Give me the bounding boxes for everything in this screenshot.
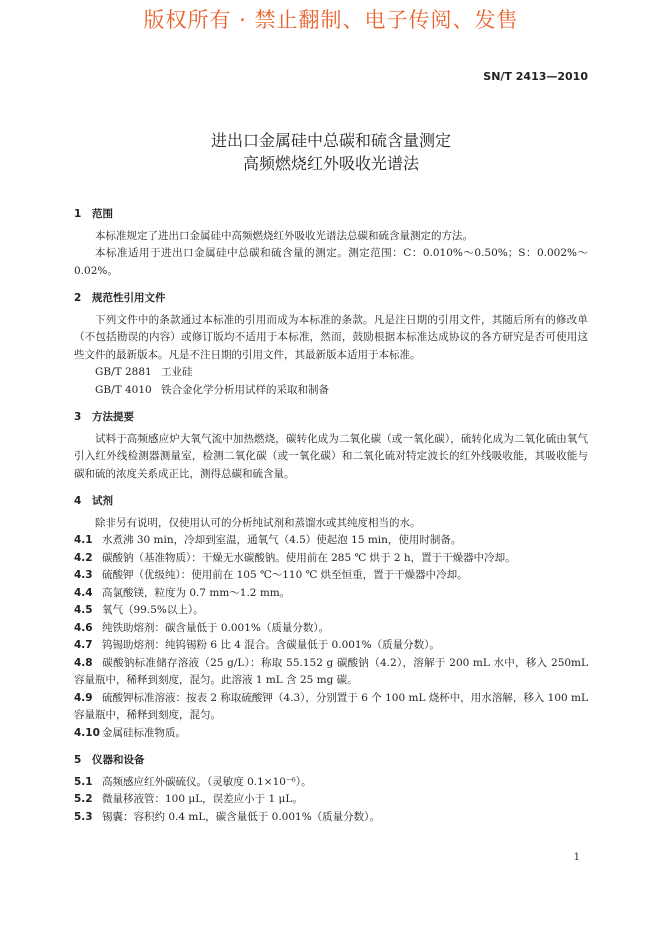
reference-item bbox=[74, 364, 588, 382]
reagent-item bbox=[74, 620, 588, 638]
section-title: 规范性引用文件 bbox=[92, 292, 166, 304]
item-text: 水煮沸 30 min，冷却到室温，通氧气（4.5）使起泡 15 min，使用时制备。 bbox=[102, 534, 462, 546]
item-text: 高频感应红外碳硫仪。（灵敏度 0.1×10⁻⁶）。 bbox=[102, 775, 312, 788]
item-text: 纯铁助熔剂：碳含量低于 0.001%（质量分数）。 bbox=[102, 621, 330, 634]
item-text: 碳酸钠标准储存溶液（25 g/L）：称取 55.152 g 碳酸钠（4.2），溶解于 200 mL 水中，移入 250mL 容量瓶中，稀释到刻度，混匀。此溶液 1 mL 含 25 mg 碳。 bbox=[74, 656, 588, 686]
reference-title: 铁合金化学分析用试样的采取和制备 bbox=[161, 383, 329, 396]
item-text: 氧气（99.5%以上）。 bbox=[102, 604, 204, 616]
item-text: 钨锡助熔剂：纯钨锡粉 6 比 4 混合。含碳量低于 0.001%（质量分数）。 bbox=[102, 639, 440, 651]
document-body bbox=[74, 206, 588, 826]
section-number: 5 bbox=[74, 754, 82, 766]
reference-title: 工业硅 bbox=[161, 366, 193, 378]
reagent-item bbox=[74, 602, 588, 620]
item-number: 4.10 bbox=[74, 726, 100, 739]
item-number: 4.4 bbox=[74, 586, 93, 599]
item-text: 硫酸钾（优级纯）：使用前在 105 ℃～110 ℃ 烘至恒重，置于干燥器中冷却。 bbox=[102, 569, 468, 581]
item-text: 碳酸钠（基准物质）：干燥无水碳酸钠。使用前在 285 ℃ 烘于 2 h，置于干燥器中冷却。 bbox=[102, 551, 516, 564]
equipment-item bbox=[74, 774, 588, 792]
page-number: 1 bbox=[573, 852, 580, 863]
item-number: 4.7 bbox=[74, 639, 93, 651]
reagent-item bbox=[74, 725, 588, 743]
section-1-paragraph-2: 本标准适用于进出口金属硅中总碳和硫含量的测定。测定范围：C：0.010%～0.50%；S：0.002%～0.02%。 bbox=[74, 247, 588, 277]
item-number: 5.2 bbox=[74, 793, 93, 805]
section-title: 方法提要 bbox=[92, 411, 134, 423]
reagent-item bbox=[74, 550, 588, 568]
item-number: 4.8 bbox=[74, 656, 93, 669]
standard-code: SN/T 2413—2010 bbox=[483, 70, 588, 83]
item-number: 4.3 bbox=[74, 569, 93, 581]
item-text: 锡囊：容积约 0.4 mL，碳含量低于 0.001%（质量分数）。 bbox=[102, 810, 380, 823]
section-number: 1 bbox=[74, 208, 82, 220]
copyright-banner: 版权所有 · 禁止翻制、电子传阅、发售 bbox=[143, 8, 519, 32]
reagent-item bbox=[74, 532, 588, 550]
reference-item bbox=[74, 382, 588, 400]
section-number: 4 bbox=[74, 495, 82, 507]
section-2-paragraph: 下列文件中的条款通过本标准的引用而成为本标准的条款。凡是注日期的引用文件，其随后所有的修改单（不包括勘误的内容）或修订版均不适用于本标准，然而，鼓励根据本标准达成协议的各方研究是否可使用这些文件的最新版本。凡是不注日期的引用文件，其最新版本适用于本标准。 bbox=[74, 313, 588, 361]
section-2-heading bbox=[74, 290, 588, 308]
reference-code: GB/T 2881 bbox=[95, 366, 152, 378]
item-number: 4.6 bbox=[74, 621, 93, 634]
section-number: 2 bbox=[74, 292, 82, 304]
section-title: 试剂 bbox=[92, 495, 113, 507]
section-3-paragraph: 试料于高频感应炉大氧气流中加热燃烧，碳转化成为二氧化碳（或一氧化碳），硫转化成为二氧化硫由氧气引入红外线检测器测量室，检测二氧化碳（或一氧化碳）和二氧化硫对特定波长的红外线吸收能，其吸收能与碳和硫的浓度关系成正比，测得总碳和硫含量。 bbox=[74, 432, 588, 480]
document-title-line1: 进出口金属硅中总碳和硫含量测定 bbox=[210, 131, 451, 150]
item-number: 5.3 bbox=[74, 810, 93, 823]
item-number: 4.5 bbox=[74, 604, 93, 616]
document-title-line2: 高频燃烧红外吸收光谱法 bbox=[242, 154, 419, 173]
section-1-paragraph-1: 本标准规定了进出口金属硅中高频燃烧红外吸收光谱法总碳和硫含量测定的方法。 bbox=[95, 229, 473, 242]
section-4-heading bbox=[74, 493, 588, 511]
reagent-item bbox=[74, 585, 588, 603]
item-text: 硫酸钾标准溶液：按表 2 称取硫酸钾（4.3），分别置于 6 个 100 mL 烧杯中，用水溶解，移入 100 mL 容量瓶中，稀释到刻度，混匀。 bbox=[74, 691, 588, 721]
item-number: 4.1 bbox=[74, 534, 93, 546]
section-5-heading bbox=[74, 752, 588, 770]
section-title: 范围 bbox=[92, 208, 113, 220]
item-number: 4.2 bbox=[74, 551, 93, 564]
reagent-item bbox=[74, 567, 588, 585]
reference-code: GB/T 4010 bbox=[95, 383, 152, 396]
equipment-item bbox=[74, 809, 588, 827]
item-text: 金属硅标准物质。 bbox=[102, 726, 186, 739]
item-text: 微量移液管：100 μL，误差应小于 1 μL。 bbox=[102, 793, 303, 805]
equipment-item bbox=[74, 791, 588, 809]
item-number: 5.1 bbox=[74, 775, 93, 788]
item-number: 4.9 bbox=[74, 691, 93, 704]
section-3-heading bbox=[74, 409, 588, 427]
section-title: 仪器和设备 bbox=[92, 754, 145, 766]
reagent-item bbox=[74, 637, 588, 655]
section-1-heading bbox=[74, 206, 588, 224]
section-number: 3 bbox=[74, 411, 82, 423]
reagent-item bbox=[74, 655, 588, 690]
reagent-item bbox=[74, 690, 588, 725]
item-text: 高氯酸镁，粒度为 0.7 mm～1.2 mm。 bbox=[102, 586, 291, 599]
section-4-paragraph: 除非另有说明，仅使用认可的分析纯试剂和蒸馏水或其纯度相当的水。 bbox=[95, 516, 421, 529]
